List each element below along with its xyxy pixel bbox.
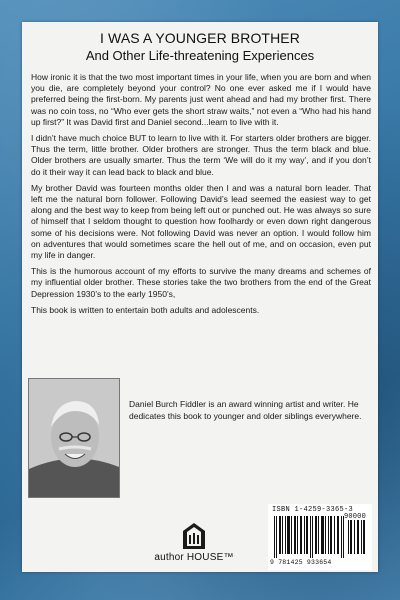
barcode-digits bbox=[270, 513, 370, 566]
author-photo bbox=[28, 378, 120, 498]
book-title: I WAS A YOUNGER BROTHER bbox=[100, 30, 300, 46]
blurb-paragraph: How ironic it is that the two most important times in your life, when you are born and when you die, are completely beyond your control? No one ever asked me if I would have preferred being the first-born. My parents just went ahead and had my brother first. There was no coin toss, no “Who ever gets the short straw waits,” not even a “Who had his hand up first?” It was David first and Daniel second...learn to live with it. bbox=[31, 72, 371, 127]
authorhouse-logo-icon bbox=[182, 522, 206, 550]
book-subtitle: And Other Life-threatening Experiences bbox=[85, 48, 315, 63]
blurb-paragraph: This is the humorous account of my efforts to survive the many dreams and schemes of my influential older brother. These stories take the two brothers from the end of the Great Depression 1930’s to the early 1950’s, bbox=[31, 266, 371, 299]
publisher-name: author HOUSE™ bbox=[154, 552, 234, 563]
price-code: 90000 bbox=[343, 513, 366, 521]
author-portrait-icon bbox=[29, 379, 119, 497]
publisher-logo bbox=[154, 522, 234, 570]
barcode-number: 9 781425 933654 bbox=[270, 559, 332, 566]
blurb bbox=[31, 72, 371, 321]
text-panel bbox=[22, 22, 378, 572]
author-bio: Daniel Burch Fiddler is an award winning artist and writer. He dedicates this book to younger and older siblings everywhere. bbox=[129, 399, 362, 421]
blurb-paragraph: My brother David was fourteen months older then I and was a natural born leader. That left me the natural born follower. Following David’s lead seemed the easiest way to get along and the best way to keep from being left out or punched out. He was always so sure of himself that I seldom thought to question how foolhardy or even down right dangerous some of his decisions were. Not following David was never an option. I would follow him on adventures that would sometimes scare the hell out of me, and on occasion, even put my life in danger. bbox=[31, 182, 371, 261]
blurb-paragraph: I didn’t have much choice BUT to learn to live with it. For starters older brothers are bigger. Thus the term, little brother. Older brothers are stronger. Thus the term black and blue. Older brothers are usually smarter. Thus the term ‘We will do it my way’, and if you don’t do it their way it can lead back to black and blue. bbox=[31, 133, 371, 177]
isbn-barcode bbox=[268, 504, 372, 570]
barcode-bars bbox=[274, 516, 366, 558]
blurb-paragraph: This book is written to entertain both adults and adolescents. bbox=[31, 304, 260, 315]
isbn-label: ISBN 1-4259-3365-3 bbox=[272, 506, 354, 514]
